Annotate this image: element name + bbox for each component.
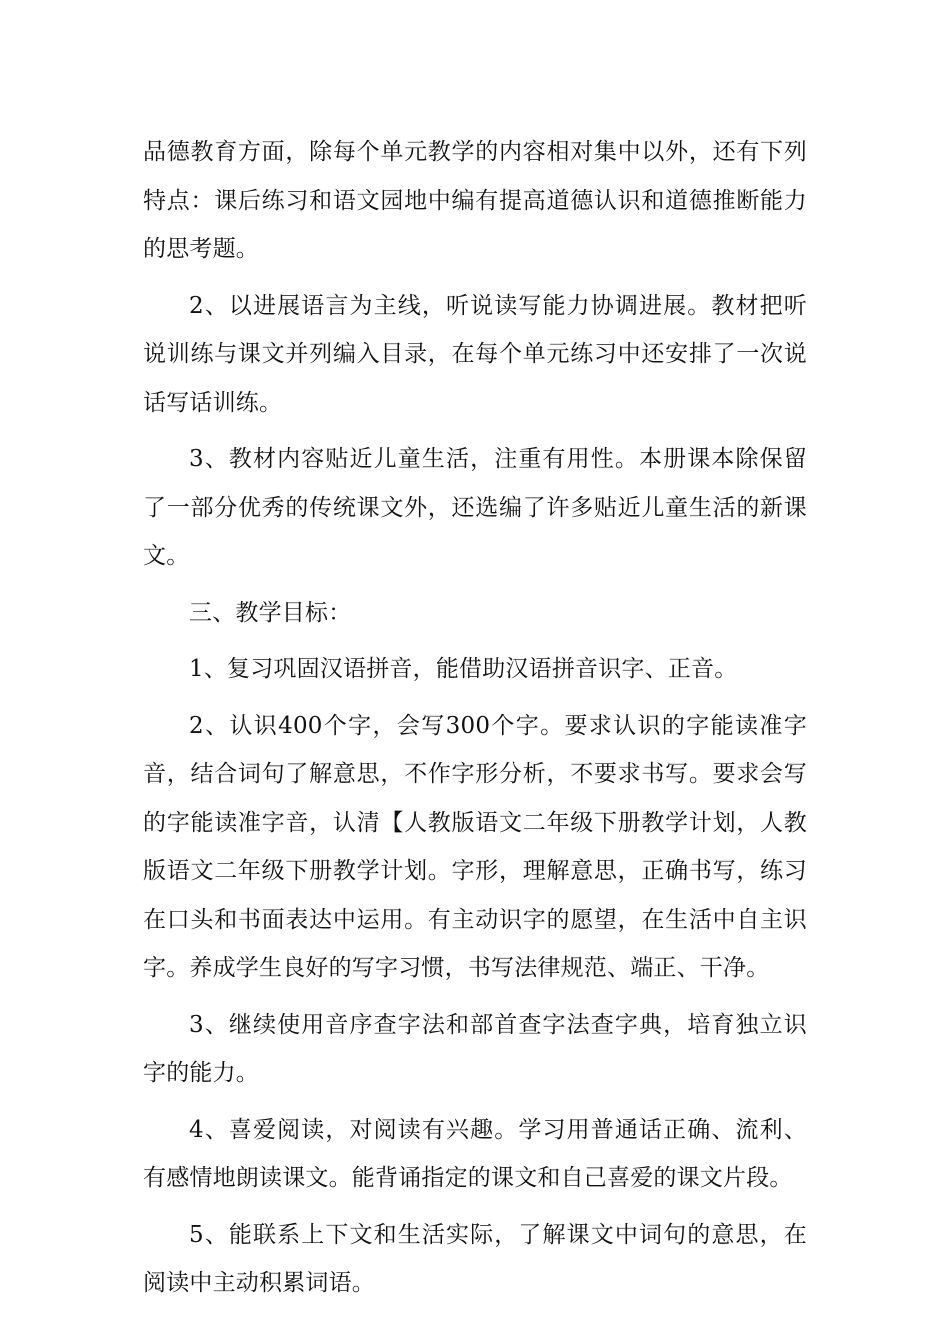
goal-item-vocabulary: 5、能联系上下文和生活实际，了解课文中词句的意思，在阅读中主动积累词语。 bbox=[143, 1221, 807, 1296]
document-body bbox=[143, 128, 807, 1316]
goal-item-reading: 4、喜爱阅读，对阅读有兴趣。学习用普通话正确、流利、有感情地朗读课文。能背诵指定的课文和自己喜爱的课文片段。 bbox=[143, 1116, 807, 1191]
paragraph-moral-education: 品德教育方面，除每个单元教学的内容相对集中以外，还有下列特点：课后练习和语文园地中编有提高道德认识和道德推断能力的思考题。 bbox=[143, 139, 807, 262]
paragraph-textbook-content: 3、教材内容贴近儿童生活，注重有用性。本册课本除保留了一部分优秀的传统课文外，还选编了许多贴近儿童生活的新课文。 bbox=[143, 446, 807, 569]
goal-item-characters: 2、认识400个字，会写300个字。要求认识的字能读准字音，结合词句了解意思，不作字形分析，不要求书写。要求会写的字能读准字音，认清【人教版语文二年级下册教学计划，人教版语文二年级下册教学计划。字形，理解意思，正确书写，练习在口头和书面表达中运用。有主动识字的愿望，在生活中自主识字。养成学生良好的写字习惯，书写法律规范、端正、干净。 bbox=[143, 712, 807, 981]
goal-item-dictionary: 3、继续使用音序查字法和部首查字法查字典，培育独立识字的能力。 bbox=[143, 1011, 807, 1086]
paragraph-language-skills: 2、以进展语言为主线，听说读写能力协调进展。教材把听说训练与课文并列编入目录，在每个单元练习中还安排了一次说话写话训练。 bbox=[143, 292, 807, 416]
goal-item-pinyin: 1、复习巩固汉语拼音，能借助汉语拼音识字、正音。 bbox=[189, 656, 738, 682]
section-heading-teaching-goals: 三、教学目标： bbox=[189, 599, 352, 626]
